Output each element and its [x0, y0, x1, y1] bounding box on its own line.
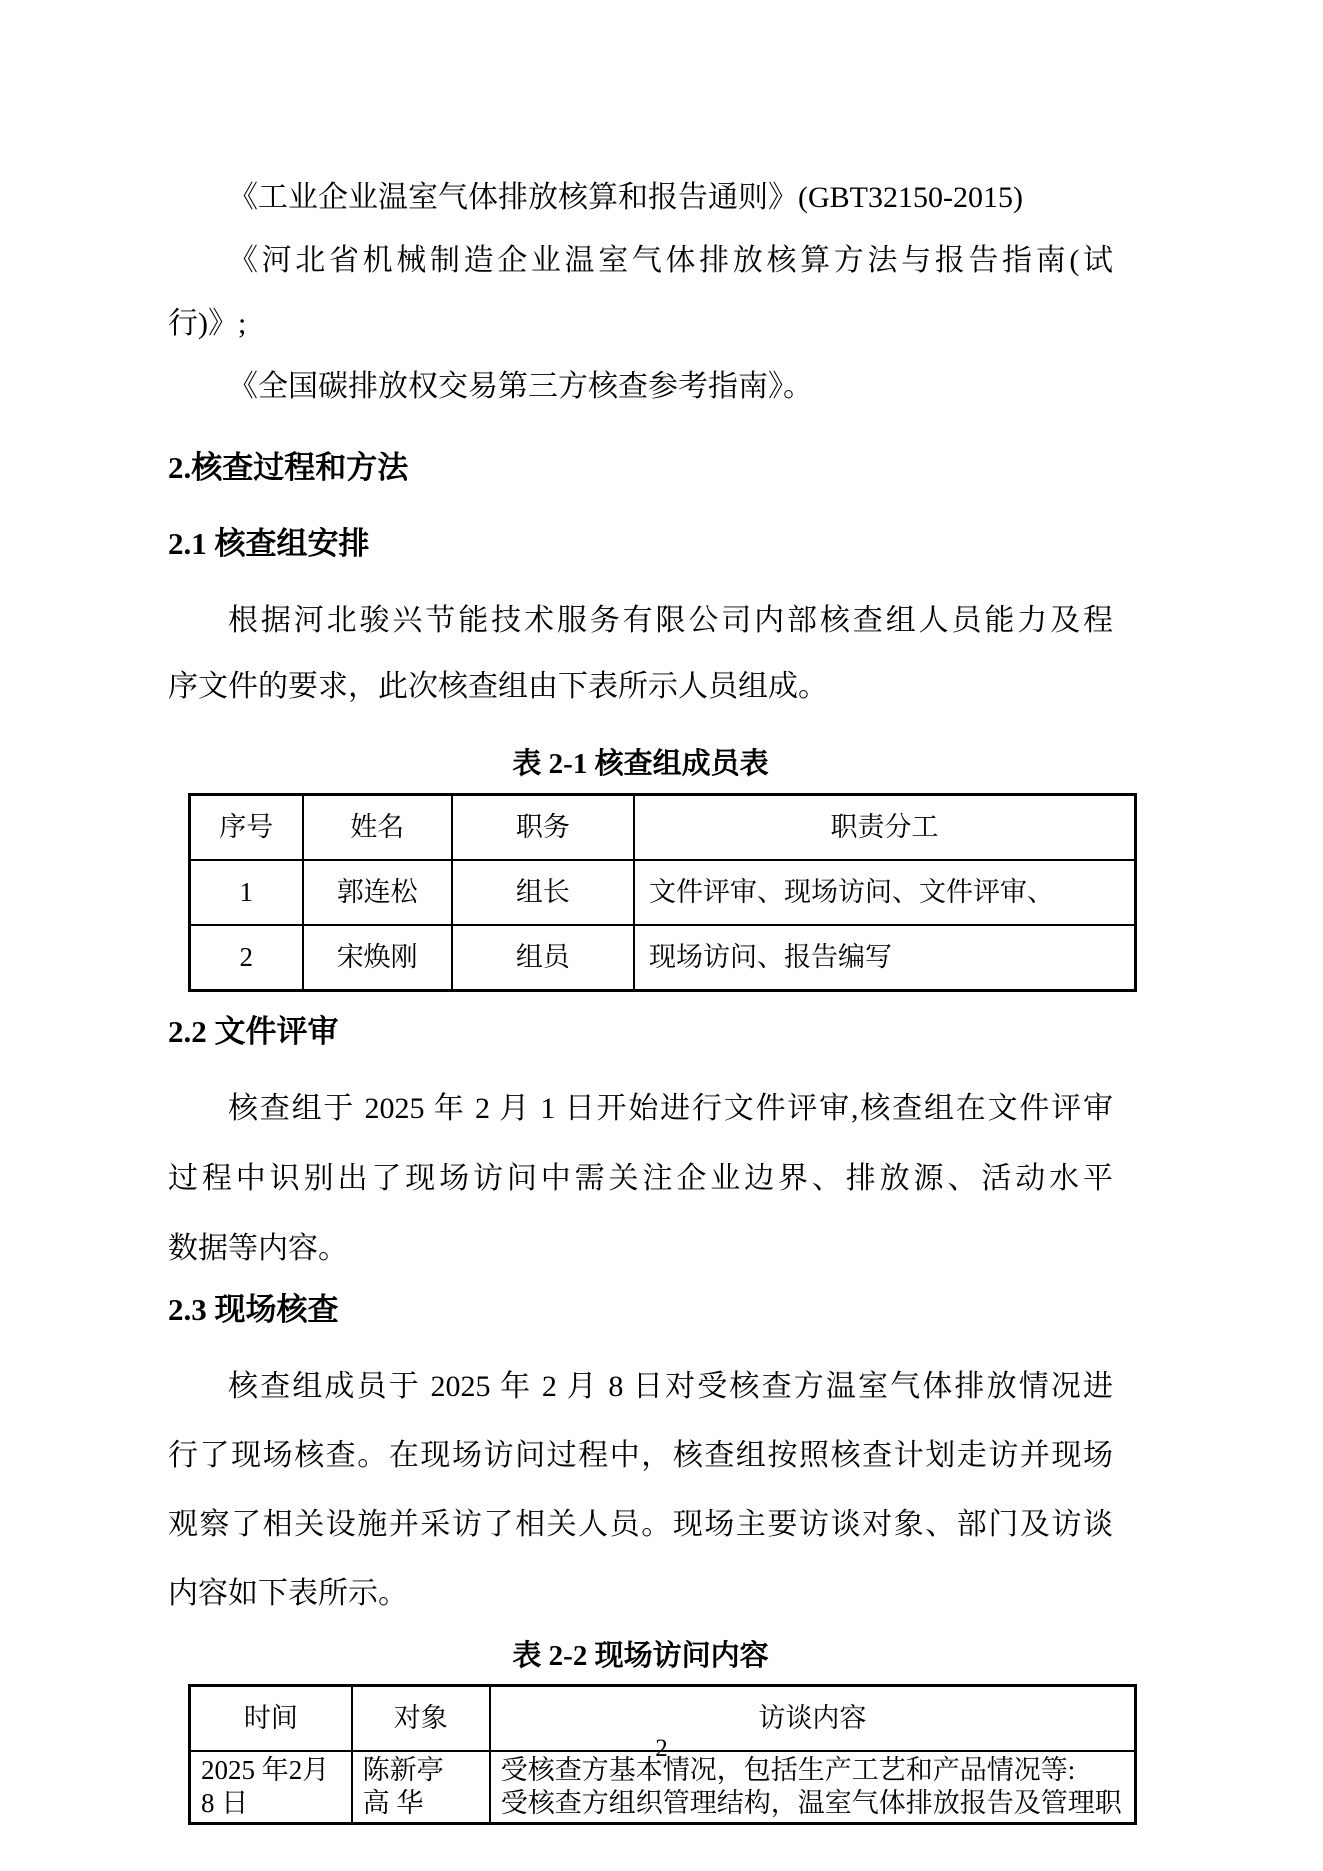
cell-role: 组长	[452, 860, 634, 925]
paragraph-line: 行了现场核查。在现场访问过程中，核查组按照核查计划走访并现场	[168, 1439, 1113, 1472]
cell-duty: 现场访问、报告编写	[634, 925, 1136, 991]
paragraph-2-2	[168, 1074, 1113, 1284]
table-row	[190, 860, 1136, 925]
table-row	[190, 925, 1136, 991]
time-line: 2025 年2月	[201, 1755, 330, 1785]
reference-line: 《河北省机械制造企业温室气体排放核算方法与报告指南(试	[228, 244, 1113, 277]
section-heading-2: 2.核查过程和方法	[168, 450, 409, 485]
person-line: 陈新亭	[362, 1755, 444, 1785]
col-header-duty: 职责分工	[634, 795, 1136, 861]
content-line: 受核查方组织管理结构，温室气体排放报告及管理职	[500, 1788, 1122, 1818]
verification-team-table	[188, 793, 1137, 992]
reference-item	[168, 355, 1113, 418]
reference-line: 《工业企业温室气体排放核算和报告通则》(GBT32150-2015)	[228, 181, 1023, 214]
cell-name: 宋焕刚	[303, 925, 452, 991]
table-header-row	[190, 795, 1136, 861]
cell-role: 组员	[452, 925, 634, 991]
paragraph-line: 观察了相关设施并采访了相关人员。现场主要访谈对象、部门及访谈	[168, 1508, 1113, 1541]
paragraph-line: 核查组成员于 2025 年 2 月 8 日对受核查方温室气体排放情况进	[228, 1370, 1113, 1403]
paragraph-line: 核查组于 2025 年 2 月 1 日开始进行文件评审,核查组在文件评审	[228, 1092, 1113, 1125]
paragraph-2-1	[168, 588, 1113, 720]
cell-index: 1	[190, 860, 303, 925]
reference-item	[168, 229, 1113, 355]
paragraph-line: 根据河北骏兴节能技术服务有限公司内部核查组人员能力及程	[228, 604, 1113, 637]
col-header-person: 对象	[352, 1686, 490, 1752]
section-heading-2-3: 2.3 现场核查	[168, 1292, 339, 1327]
col-header-content: 访谈内容	[490, 1686, 1136, 1752]
reference-line: 《全国碳排放权交易第三方核查参考指南》。	[228, 370, 813, 403]
paragraph-line: 序文件的要求，此次核查组由下表所示人员组成。	[168, 670, 828, 703]
paragraph-2-3	[168, 1352, 1113, 1628]
cell-duty: 文件评审、现场访问、文件评审、	[634, 860, 1136, 925]
reference-item	[168, 166, 1113, 229]
col-header-index: 序号	[190, 795, 303, 861]
table-2-2-caption: 表 2-2 现场访问内容	[512, 1640, 769, 1672]
page-number: 2	[655, 1735, 668, 1762]
paragraph-line: 数据等内容。	[168, 1232, 348, 1265]
reference-line: 行)》;	[168, 307, 247, 340]
col-header-role: 职务	[452, 795, 634, 861]
col-header-time: 时间	[190, 1686, 352, 1752]
table-2-1-caption: 表 2-1 核查组成员表	[512, 748, 769, 780]
cell-name: 郭连松	[303, 860, 452, 925]
content-line: 受核查方基本情况，包括生产工艺和产品情况等:	[500, 1755, 1076, 1785]
paragraph-line: 内容如下表所示。	[168, 1577, 408, 1610]
paragraph-line: 过程中识别出了现场访问中需关注企业边界、排放源、活动水平	[168, 1162, 1113, 1195]
cell-index: 2	[190, 925, 303, 991]
section-heading-2-1: 2.1 核查组安排	[168, 526, 370, 561]
time-line: 8 日	[201, 1788, 249, 1818]
col-header-name: 姓名	[303, 795, 452, 861]
section-heading-2-2: 2.2 文件评审	[168, 1014, 339, 1049]
person-line: 高 华	[362, 1788, 424, 1818]
